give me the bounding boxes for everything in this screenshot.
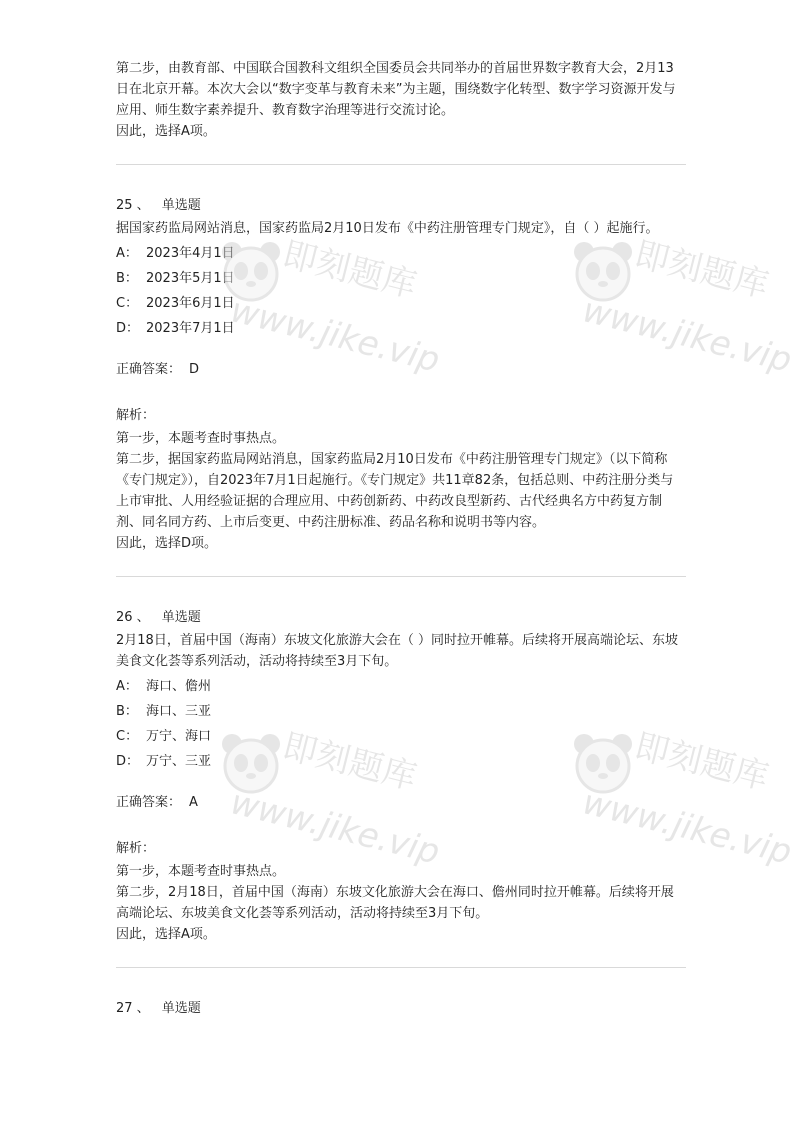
answer-value: A	[189, 795, 198, 810]
option-d[interactable]	[116, 751, 686, 772]
analysis-label: 解析：	[116, 408, 156, 423]
divider	[116, 576, 686, 577]
question-stem: 2月18日，首届中国（海南）东坡文化旅游大会在（ ）同时拉开帷幕。后续将开展高端论坛、东坡美食文化荟等系列活动，活动将持续至3月下旬。	[116, 633, 678, 669]
question-number: 25 、	[116, 198, 150, 213]
question-number: 26 、	[116, 610, 150, 625]
correct-answer	[116, 359, 686, 380]
option-text: 2023年6月1日	[146, 296, 235, 311]
option-letter: B：	[116, 704, 138, 719]
analysis-conclusion: 因此，选择A项。	[116, 927, 216, 942]
question-header	[116, 195, 686, 216]
watermark-url: www.jike.vip	[226, 782, 444, 873]
watermark-url: www.jike.vip	[226, 290, 444, 381]
watermark-url: www.jike.vip	[578, 782, 796, 873]
question-header	[116, 998, 686, 1019]
watermark-brand: 即刻题库	[630, 726, 773, 799]
option-text: 万宁、三亚	[146, 754, 212, 769]
question-header	[116, 607, 686, 628]
question-27	[116, 998, 686, 1019]
correct-answer	[116, 792, 686, 813]
answer-value: D	[189, 362, 200, 377]
option-letter: C：	[116, 729, 139, 744]
option-letter: D：	[116, 754, 140, 769]
option-b[interactable]	[116, 268, 686, 289]
intro-section	[116, 58, 686, 142]
option-text: 万宁、海口	[146, 729, 212, 744]
question-type: 单选题	[161, 1001, 201, 1016]
question-type: 单选题	[161, 610, 201, 625]
option-b[interactable]	[116, 701, 686, 722]
option-letter: D：	[116, 321, 140, 336]
option-a[interactable]	[116, 676, 686, 697]
divider	[116, 164, 686, 165]
option-c[interactable]	[116, 726, 686, 747]
analysis-step-2: 第二步，2月18日，首届中国（海南）东坡文化旅游大会在海口、儋州同时拉开帷幕。后续将开展高端论坛、东坡美食文化荟等系列活动，活动将持续至3月下旬。	[116, 885, 674, 921]
option-letter: B：	[116, 271, 138, 286]
document-page	[116, 58, 686, 1021]
question-26	[116, 607, 686, 945]
option-letter: A：	[116, 246, 138, 261]
watermark-brand: 即刻题库	[278, 726, 421, 799]
question-stem: 据国家药监局网站消息，国家药监局2月10日发布《中药注册管理专门规定》，自（ ）起施行。	[116, 221, 659, 236]
answer-label: 正确答案：	[116, 795, 182, 810]
analysis-step-1: 第一步，本题考查时事热点。	[116, 864, 286, 879]
intro-paragraph: 第二步，由教育部、中国联合国教科文组织全国委员会共同举办的首届世界数字教育大会，2月13日在北京开幕。本次大会以“数字变革与教育未来”为主题，围绕数字化转型、数字学习资源开发与应用、师生数字素养提升、教育数字治理等进行交流讨论。	[116, 61, 676, 118]
option-letter: A：	[116, 679, 138, 694]
watermark-url: www.jike.vip	[578, 290, 796, 381]
watermark-brand: 即刻题库	[278, 234, 421, 307]
question-type: 单选题	[161, 198, 201, 213]
analysis-step-1: 第一步，本题考查时事热点。	[116, 431, 286, 446]
option-d[interactable]	[116, 318, 686, 339]
intro-conclusion: 因此，选择A项。	[116, 124, 216, 139]
divider	[116, 967, 686, 968]
analysis-label: 解析：	[116, 841, 156, 856]
option-a[interactable]	[116, 243, 686, 264]
analysis-step-2: 第二步，据国家药监局网站消息，国家药监局2月10日发布《中药注册管理专门规定》（以下简称《专门规定》），自2023年7月1日起施行。《专门规定》共11章82条，包括总则、中药注册分类与上市审批、人用经验证据的合理应用、中药创新药、中药改良型新药、古代经典名方中药复方制剂、同名同方药、上市后变更、中药注册标准、药品名称和说明书等内容。	[116, 452, 674, 530]
option-letter: C：	[116, 296, 139, 311]
answer-label: 正确答案：	[116, 362, 182, 377]
option-text: 海口、三亚	[146, 704, 212, 719]
analysis-conclusion: 因此，选择D项。	[116, 536, 218, 551]
option-text: 2023年5月1日	[146, 271, 235, 286]
question-25	[116, 195, 686, 554]
option-text: 2023年7月1日	[146, 321, 235, 336]
watermark-brand: 即刻题库	[630, 234, 773, 307]
option-text: 2023年4月1日	[146, 246, 235, 261]
question-number: 27 、	[116, 1001, 150, 1016]
option-c[interactable]	[116, 293, 686, 314]
option-text: 海口、儋州	[146, 679, 212, 694]
